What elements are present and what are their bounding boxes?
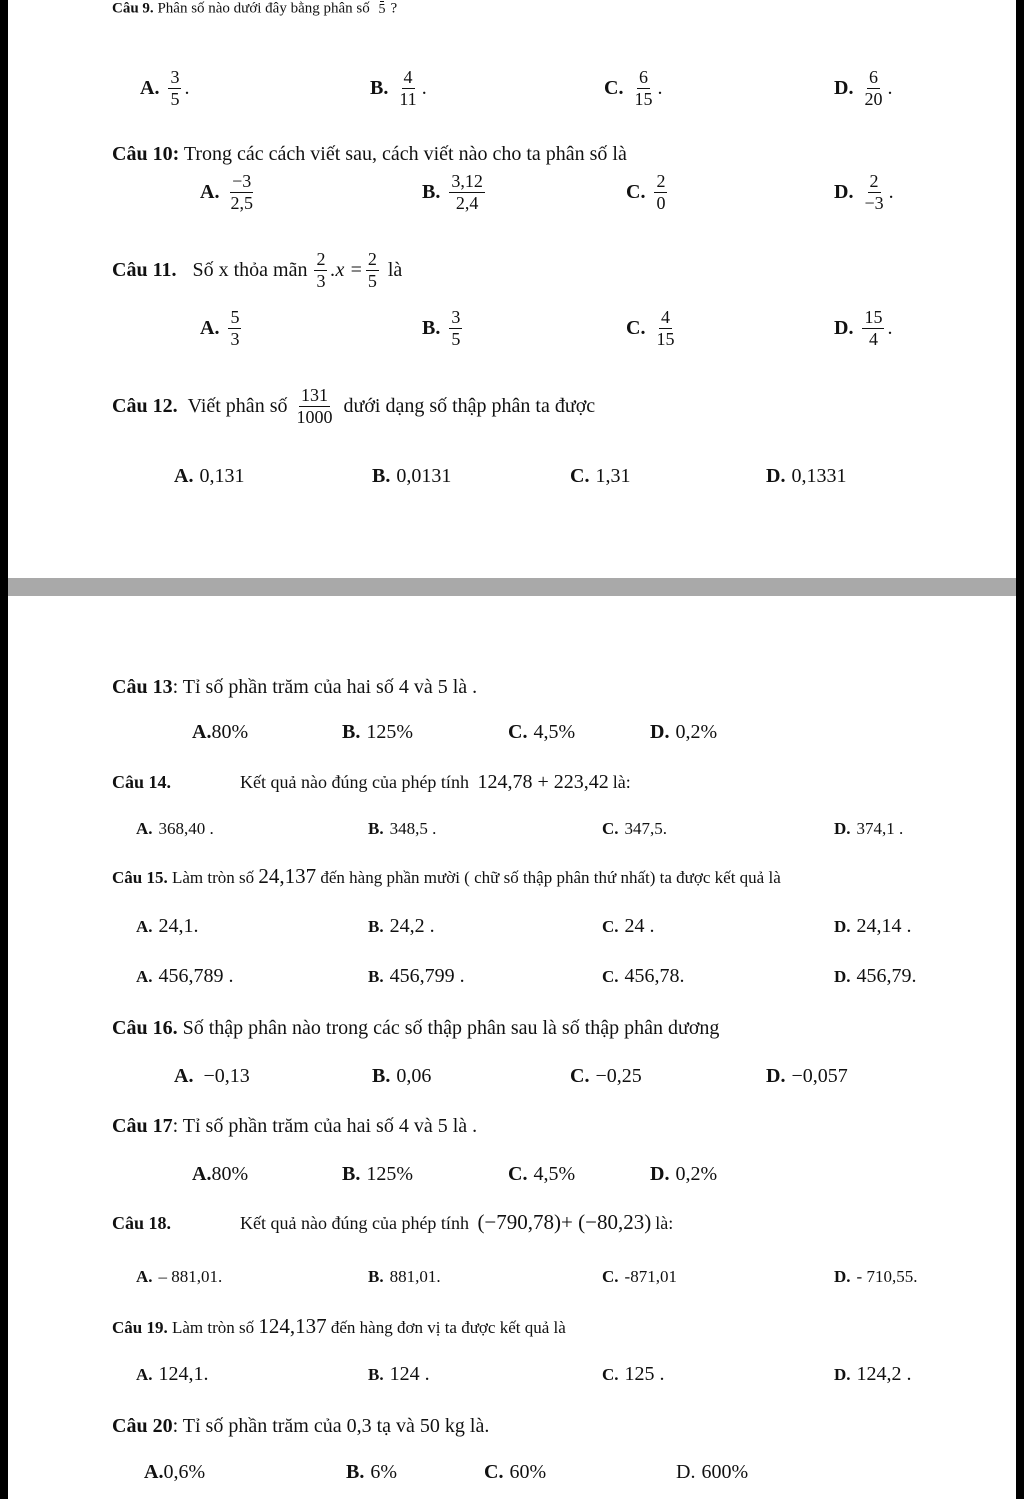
q15-extra-option-b[interactable]: B. 456,799 . xyxy=(368,965,465,987)
question-12-label: Câu 12. xyxy=(112,395,178,418)
q20-option-d[interactable]: D. 600% xyxy=(676,1461,749,1483)
q16-option-a[interactable]: A. −0,13 xyxy=(174,1065,250,1087)
q11-option-a[interactable]: A. $\frac{5}{3}$ xyxy=(200,307,240,349)
q16-option-d[interactable]: D. −0,057 xyxy=(766,1065,848,1087)
q14-option-a[interactable]: A. 368,40 . xyxy=(136,819,214,838)
q13-option-d[interactable]: D. 0,2% xyxy=(650,721,718,743)
question-11-eq-left: $\frac{2}{3}$ xyxy=(316,249,326,291)
q20-option-c[interactable]: C. 60% xyxy=(484,1461,547,1483)
q16-option-b[interactable]: B. 0,06 xyxy=(372,1065,432,1087)
page-divider xyxy=(8,578,1016,596)
q14-option-c[interactable]: C. 347,5. xyxy=(602,819,668,838)
q17-option-c[interactable]: C. 4,5% xyxy=(508,1163,576,1185)
q18-option-b[interactable]: B. 881,01. xyxy=(368,1267,441,1286)
question-9-label: Câu 9. xyxy=(112,0,154,17)
q13-option-b[interactable]: B. 125% xyxy=(342,721,414,743)
q9-option-b[interactable]: B. $\frac{4}{11}$ . xyxy=(370,67,427,109)
q18-option-c[interactable]: C. -871,01 xyxy=(602,1267,677,1286)
question-11: Câu 11. Số x thỏa mãn $\frac{2}{3}$ .x = $\frac{2}{5}$ là xyxy=(112,249,403,291)
question-20: Câu 20: Tỉ số phần trăm của 0,3 tạ và 50 kg là. xyxy=(112,1415,490,1437)
q15-extra-option-c[interactable]: C. 456,78. xyxy=(602,965,685,987)
q18-option-d[interactable]: D. - 710,55. xyxy=(834,1267,918,1286)
q11-option-b[interactable]: B. $\frac{3}{5}$ xyxy=(422,307,461,349)
page-bottom xyxy=(8,596,1016,1499)
q15-option-a[interactable]: A. 24,1. xyxy=(136,915,199,937)
q12-option-d[interactable]: D. 0,1331 xyxy=(766,465,847,487)
q15-extra-option-a[interactable]: A. 456,789 . xyxy=(136,965,234,987)
question-17: Câu 17: Tỉ số phần trăm của hai số 4 và 5 là . xyxy=(112,1115,478,1137)
question-9-fraction: 5 xyxy=(378,2,386,17)
q19-option-d[interactable]: D. 124,2 . xyxy=(834,1363,912,1385)
question-12: Câu 12. Viết phân số $\frac{131}{1000}$ dưới dạng số thập phân ta được xyxy=(112,385,596,427)
question-15: Câu 15. Làm tròn số 24,137 đến hàng phần mười ( chữ số thập phân thứ nhất) ta được kết quả là xyxy=(112,864,781,888)
q14-option-b[interactable]: B. 348,5 . xyxy=(368,819,437,838)
q13-option-c[interactable]: C. 4,5% xyxy=(508,721,576,743)
q13-option-a[interactable]: A. 80% xyxy=(192,721,249,743)
q12-option-a[interactable]: A. 0,131 xyxy=(174,465,245,487)
q20-option-a[interactable]: A. 0,6% xyxy=(144,1461,206,1483)
q20-option-b[interactable]: B. 6% xyxy=(346,1461,398,1483)
q9-option-d[interactable]: D. $\frac{6}{20}$ . xyxy=(834,67,893,109)
question-18: Câu 18. Kết quả nào đúng của phép tính (−790,78)+ (−80,23) là: xyxy=(112,1210,674,1234)
q12-option-c[interactable]: C. 1,31 xyxy=(570,465,631,487)
q19-option-a[interactable]: A. 124,1. xyxy=(136,1363,209,1385)
page-top xyxy=(8,0,1016,578)
question-10 xyxy=(112,144,627,164)
q15-extra-option-d[interactable]: D. 456,79. xyxy=(834,965,917,987)
q19-option-b[interactable]: B. 124 . xyxy=(368,1363,430,1385)
question-14: Câu 14. Kết quả nào đúng của phép tính 124,78 + 223,42 là: xyxy=(112,771,631,793)
q19-option-c[interactable]: C. 125 . xyxy=(602,1363,665,1385)
q17-option-b[interactable]: B. 125% xyxy=(342,1163,414,1185)
q10-option-d[interactable]: D. $\frac{2}{-3}$ . xyxy=(834,171,894,213)
question-12-fraction: $\frac{131}{1000}$ xyxy=(296,385,333,427)
q10-option-b[interactable]: B. $\frac{3,12}{2,4}$ xyxy=(422,171,483,213)
q9-option-c[interactable]: C. $\frac{6}{15}$ . xyxy=(604,67,663,109)
q10-option-c[interactable]: C. $\frac{2}{0}$ xyxy=(626,171,666,213)
q11-option-d[interactable]: D. $\frac{15}{4}$ . xyxy=(834,307,893,349)
question-11-text: Số x thỏa mãn xyxy=(192,259,308,282)
question-16: Câu 16. Số thập phân nào trong các số thập phân sau là số thập phân dương xyxy=(112,1017,720,1039)
q14-option-d[interactable]: D. 374,1 . xyxy=(834,819,904,838)
q11-option-c[interactable]: C. $\frac{4}{15}$ xyxy=(626,307,675,349)
question-10-text: Trong các cách viết sau, cách viết nào cho ta phân số là xyxy=(183,143,627,165)
q10-option-a[interactable]: A. $\frac{-3}{2,5}$ xyxy=(200,171,253,213)
question-11-label: Câu 11. xyxy=(112,259,177,282)
q18-option-a[interactable]: A. – 881,01. xyxy=(136,1267,223,1286)
question-9-text: Phân số nào dưới đây bằng phân số xyxy=(157,0,370,17)
question-11-eq-right: $\frac{2}{5}$ xyxy=(367,249,377,291)
q15-option-b[interactable]: B. 24,2 . xyxy=(368,915,435,937)
question-13: Câu 13: Tỉ số phần trăm của hai số 4 và 5 là . xyxy=(112,676,478,698)
q15-option-d[interactable]: D. 24,14 . xyxy=(834,915,912,937)
question-10-label: Câu 10: xyxy=(112,143,180,165)
q9-option-a[interactable]: A. $\frac{3}{5}$ . xyxy=(140,67,190,109)
question-9: Câu 9. Phân số nào dưới đây bằng phân số 5 ? xyxy=(112,0,398,17)
q12-option-b[interactable]: B. 0,0131 xyxy=(372,465,452,487)
q17-option-d[interactable]: D. 0,2% xyxy=(650,1163,718,1185)
q15-option-c[interactable]: C. 24 . xyxy=(602,915,655,937)
q16-option-c[interactable]: C. −0,25 xyxy=(570,1065,642,1087)
question-19: Câu 19. Làm tròn số 124,137 đến hàng đơn vị ta được kết quả là xyxy=(112,1314,566,1338)
q17-option-a[interactable]: A. 80% xyxy=(192,1163,249,1185)
